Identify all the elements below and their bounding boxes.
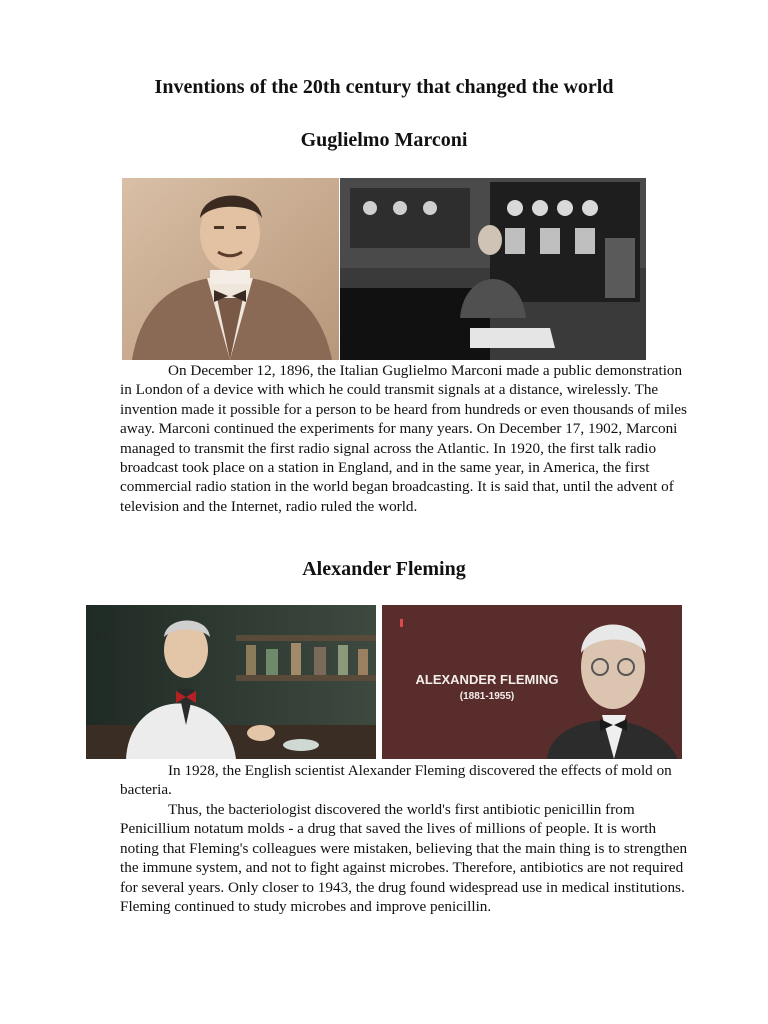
section-heading-fleming: Alexander Fleming (302, 558, 466, 580)
paragraph-marconi (120, 361, 695, 516)
fleming-title-card (382, 605, 682, 759)
paragraph-fleming-2 (120, 800, 695, 916)
paragraph-fleming-2-text: Thus, the bacteriologist discovered the world's first antibiotic penicillin from Penicillium notatum molds - a drug that saved the lives of millions of people. It is worth noting that Fleming's colleagues were mistaken, believing that the main thing is to strengthen the immune system, and not to fight against microbes. Therefore, antibiotics are not required for several years. Only closer to 1943, the drug found widespread use in medical institutions. Fleming continued to study microbes and improve penicillin. (120, 801, 688, 916)
section-heading-marconi: Guglielmo Marconi (300, 129, 468, 151)
paragraph-fleming-1-text: In 1928, the English scientist Alexander Fleming discovered the effects of mold on bacteria. (120, 762, 672, 799)
marconi-portrait-photo (122, 178, 339, 360)
page-title: Inventions of the 20th century that changed the world (154, 76, 614, 98)
paragraph-marconi-text: On December 12, 1896, the Italian Guglielmo Marconi made a public demonstration in London of a device with which he could transmit signals at a distance, wirelessly. The invention made it possible for a person to be heard from hundreds or even thousands of miles away. Marconi continued the experiments for many years. On December 17, 1902, Marconi managed to transmit the first radio signal across the Atlantic. In 1920, the first talk radio broadcast took place on a station in England, and in the same year, in America, the first commercial radio station in the world began broadcasting. It is said that, until the advent of television and the Internet, radio ruled the world. (120, 362, 687, 515)
fleming-title-card-years: (1881-1955) (459, 691, 515, 702)
paragraph-fleming-1 (120, 761, 695, 800)
fleming-laboratory-painting (86, 605, 376, 759)
marconi-radio-station-photo (340, 178, 646, 360)
fleming-title-card-name: ALEXANDER FLEMING (415, 672, 559, 687)
